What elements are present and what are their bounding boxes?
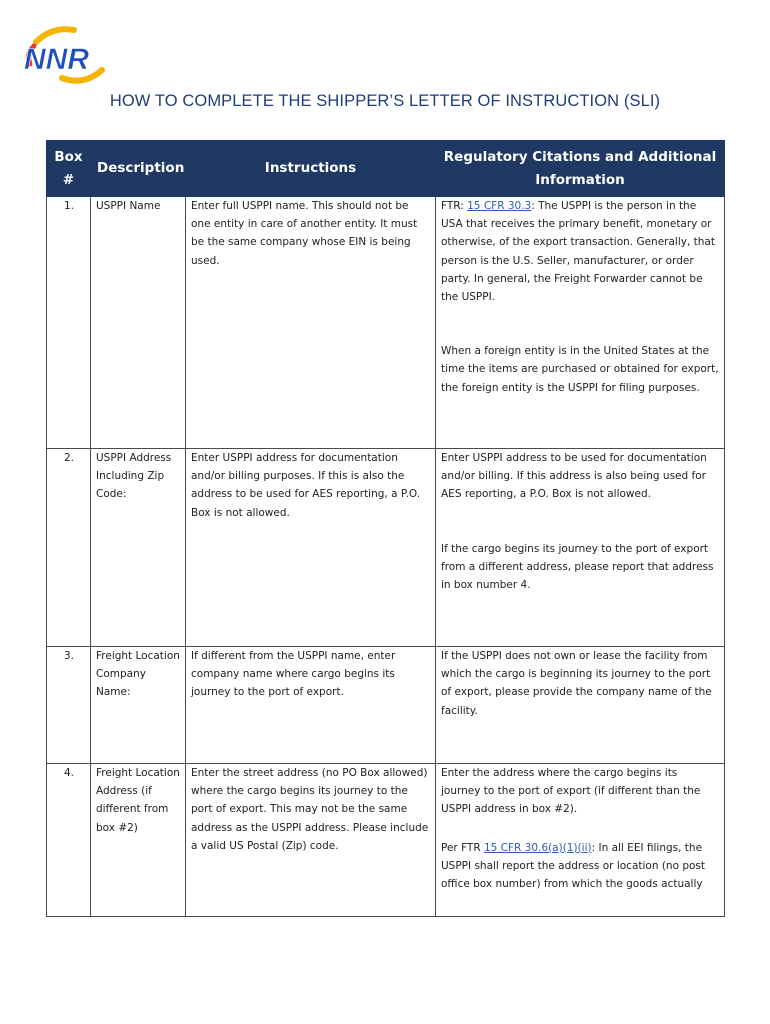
row-regulatory: If the USPPI does not own or lease the facility from which the cargo is beginning its journey to the port of export, please provide the company name of the facility. — [436, 647, 725, 764]
paragraph-gap — [441, 306, 720, 342]
regulatory-paragraph: Enter the address where the cargo begins its journey to the port of export (if different than the USPPI address in box #2). — [441, 767, 701, 816]
row-instructions: Enter full USPPI name. This should not be one entity in care of another entity. It must be the same company whose EIN is being used. — [186, 197, 436, 449]
table-row — [47, 764, 725, 917]
row-box-number: 3. — [47, 647, 91, 764]
reg-text: : In all EEI filings, the USPPI shall report the address or location (no post office box number) from which the goods actually — [441, 841, 706, 891]
cfr-citation-link[interactable]: 15 CFR 30.3 — [467, 200, 532, 212]
table-header-row — [47, 141, 725, 197]
nnr-logo — [22, 24, 112, 90]
header-regulatory: Regulatory Citations and Additional Information — [436, 141, 725, 197]
header-description: Description — [91, 141, 186, 197]
row-description: USPPI Address Including Zip Code: — [91, 449, 186, 647]
reg-text: : The USPPI is the person in the USA that receives the primary benefit, monetary or otherwise, of the export transaction. Generally, that person is the U.S. Seller, manufacturer, or order party. In general, the Freight Forwarder cannot be the USPPI. — [441, 200, 715, 304]
header-box: Box # — [47, 141, 91, 197]
page-title: HOW TO COMPLETE THE SHIPPER’S LETTER OF INSTRUCTION (SLI) — [109, 92, 661, 110]
header-instructions: Instructions — [186, 141, 436, 197]
row-instructions: If different from the USPPI name, enter company name where cargo begins its journey to the port of export. — [186, 647, 436, 764]
row-description: USPPI Name — [91, 197, 186, 449]
regulatory-paragraph — [441, 839, 720, 894]
row-description: Freight Location Address (if different from box #2) — [91, 764, 186, 917]
row-instructions: Enter the street address (no PO Box allowed) where the cargo begins its journey to the port of export. This may not be the same address as the USPPI address. Please include a valid US Postal (Zip) code. — [186, 764, 436, 917]
table-row — [47, 647, 725, 764]
reg-prefix: FTR: — [441, 200, 468, 212]
row-regulatory — [436, 764, 725, 917]
paragraph-gap — [441, 819, 720, 839]
paragraph-gap — [441, 504, 720, 540]
regulatory-paragraph: When a foreign entity is in the United States at the time the items are purchased or obtained for export, the foreign entity is the USPPI for filing purposes. — [441, 345, 719, 394]
row-box-number: 2. — [47, 449, 91, 647]
row-description: Freight Location Company Name: — [91, 647, 186, 764]
regulatory-paragraph — [441, 197, 720, 306]
row-regulatory — [436, 449, 725, 647]
row-regulatory — [436, 197, 725, 449]
cfr-citation-link[interactable]: 15 CFR 30.6(a)(1)(ii) — [483, 841, 592, 854]
table-row — [47, 197, 725, 449]
instructions-table — [46, 140, 725, 917]
regulatory-paragraph: Enter USPPI address to be used for documentation and/or billing. If this address is also being used for AES reporting, a P.O. Box is not allowed. — [441, 452, 707, 501]
regulatory-paragraph: If the cargo begins its journey to the port of export from a different address, please report that address in box number 4. — [441, 542, 714, 592]
row-box-number: 4. — [47, 764, 91, 917]
table-row — [47, 449, 725, 647]
row-box-number: 1. — [47, 197, 91, 449]
logo-text: NNR — [24, 43, 89, 76]
reg-prefix: Per FTR — [441, 841, 484, 854]
row-instructions: Enter USPPI address for documentation and/or billing purposes. If this is also the address to be used for AES reporting, a P.O. Box is not allowed. — [186, 449, 436, 647]
